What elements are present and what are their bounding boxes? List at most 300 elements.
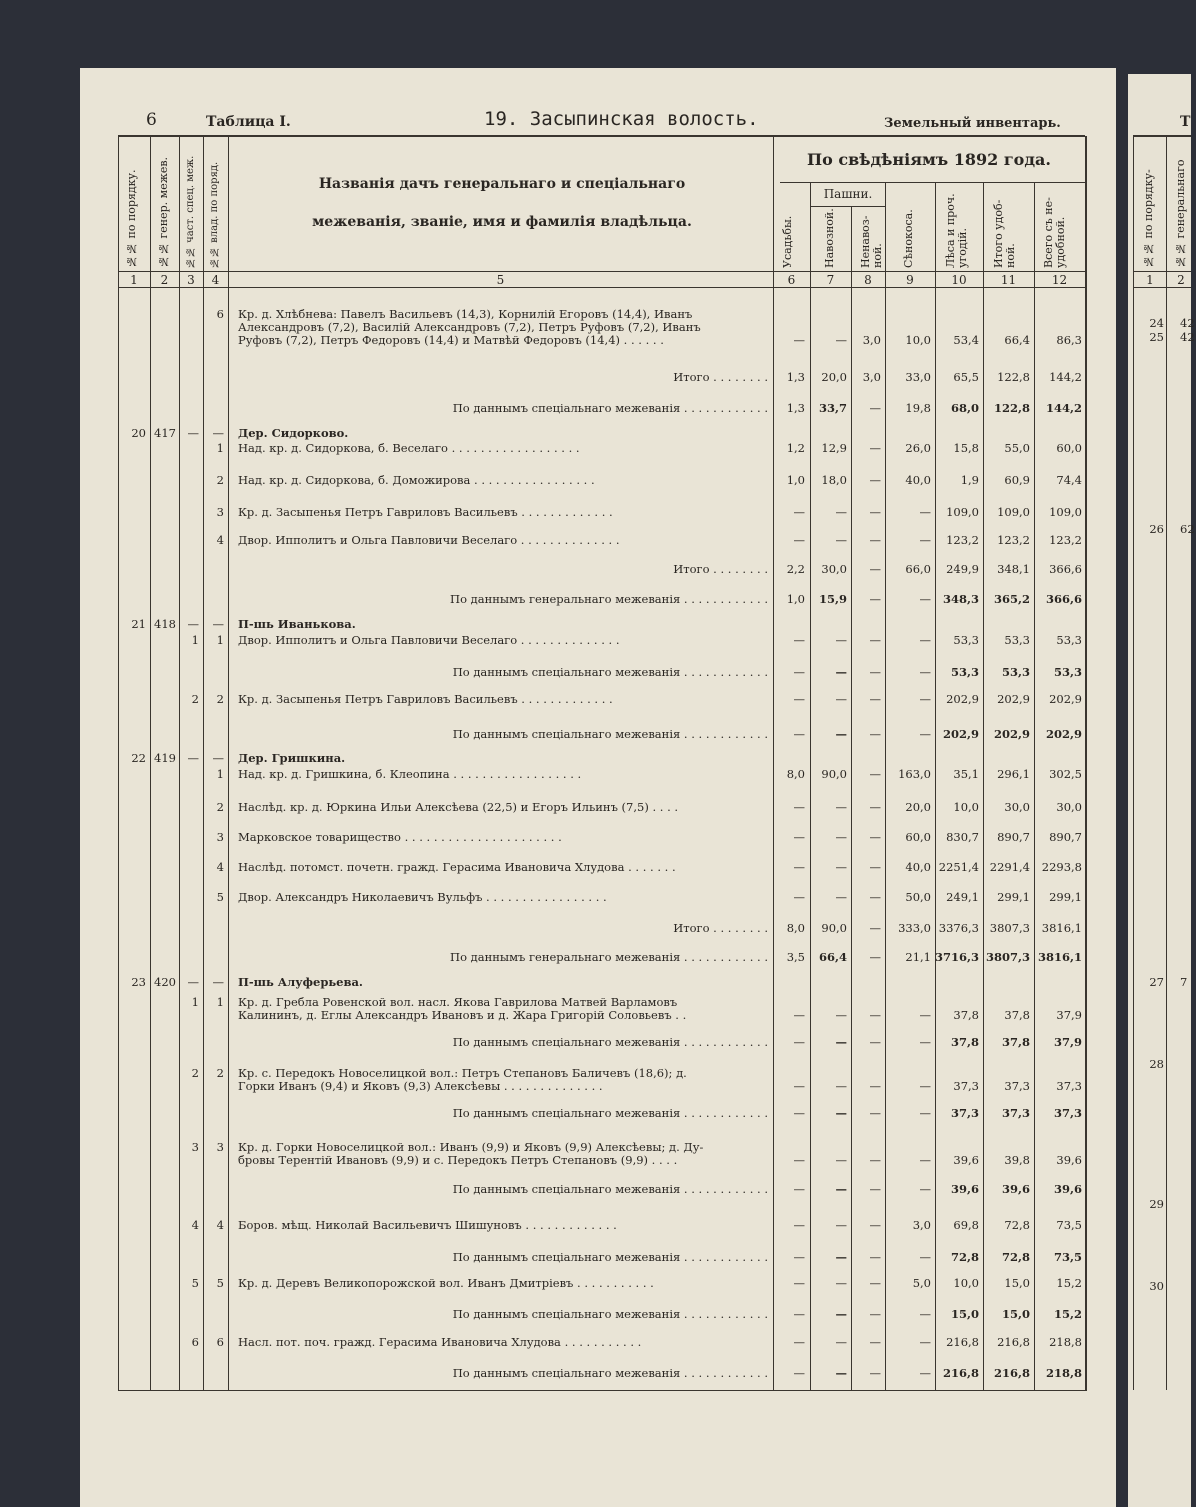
value-cell: — [869, 592, 881, 606]
special-survey-number: 6 [191, 1335, 199, 1349]
value-cell: 202,9 [993, 727, 1030, 741]
value-cell: 37,8 [1004, 1008, 1030, 1022]
owner-name: Кр. с. Передокъ Новоселицкой вол.: Петръ Степановъ Баличевъ (18,6); д. Горки Иванъ (9,4) и Яковъ (9,3) Алексѣевы . . . . . . . . . . . . . . [238, 1066, 687, 1093]
value-cell: — [793, 1182, 805, 1196]
value-cell: 39,6 [1056, 1153, 1082, 1167]
owner-name: Двор. Ипполитъ и Ольга Павловичи Веселаго . . . . . . . . . . . . . . [238, 633, 620, 647]
general-survey-number: 417 [154, 426, 176, 440]
value-cell: 15,0 [1001, 1307, 1030, 1321]
value-cell: 12,9 [821, 441, 847, 455]
owner-number: 2 [216, 692, 224, 706]
value-cell: 60,0 [1056, 441, 1082, 455]
value-cell: 37,8 [950, 1035, 979, 1049]
next-page-survey-number: 42 [1180, 316, 1195, 330]
general-survey-number: 420 [154, 975, 176, 989]
value-cell: 66,0 [905, 562, 931, 576]
value-cell: — [919, 1366, 931, 1380]
owner-number: 2 [216, 800, 224, 814]
total-label: По даннымъ спеціальнаго межеванія . . . . . . . . . . . . [452, 727, 768, 741]
value-cell: 72,8 [950, 1250, 979, 1264]
value-cell: — [793, 1276, 805, 1290]
value-cell: — [793, 1035, 805, 1049]
value-cell: 249,1 [946, 890, 979, 904]
value-cell: — [835, 1307, 847, 1321]
value-cell: — [793, 333, 805, 347]
value-cell: — [793, 1218, 805, 1232]
owner-name: Кр. д. Засыпенья Петръ Гавриловъ Васильевъ . . . . . . . . . . . . . [238, 692, 613, 706]
value-cell: 53,3 [1001, 665, 1030, 679]
value-cell: 10,0 [905, 333, 931, 347]
value-cell: 1,9 [960, 473, 979, 487]
value-cell: — [869, 890, 881, 904]
owner-number: 4 [216, 860, 224, 874]
value-cell: 15,0 [1004, 1276, 1030, 1290]
value-cell: — [869, 950, 881, 964]
value-cell: — [793, 830, 805, 844]
value-cell: 366,6 [1049, 562, 1082, 576]
value-cell: — [869, 1218, 881, 1232]
value-cell: — [835, 890, 847, 904]
owner-name: Кр. д. Гребла Ровенской вол. насл. Якова Гаврилова Матвей Варламовъ Калининъ, д. Еглы Александръ Ивановъ и д. Жара Григорій Соловьевъ . . [238, 995, 687, 1022]
value-cell: — [919, 1182, 931, 1196]
estate-title: П-шь Алуферьева. [238, 975, 363, 989]
value-cell: 37,3 [1004, 1079, 1030, 1093]
value-cell: — [869, 1182, 881, 1196]
value-cell: 218,8 [1049, 1335, 1082, 1349]
value-cell: — [793, 1366, 805, 1380]
value-cell: 39,8 [1004, 1153, 1030, 1167]
value-cell: 202,9 [997, 692, 1030, 706]
next-page-survey-number: 62 [1180, 522, 1195, 536]
value-cell: 202,9 [1045, 727, 1082, 741]
col-number: 6 [787, 273, 796, 287]
value-cell: 21,1 [905, 950, 931, 964]
value-cell: 202,9 [1049, 692, 1082, 706]
page-number: 6 [146, 110, 157, 130]
value-cell: 66,4 [1004, 333, 1030, 347]
next-page-row-number: 26 [1149, 522, 1164, 536]
owner-name: Двор. Александръ Николаевичъ Вульфъ . . . . . . . . . . . . . . . . . [238, 890, 607, 904]
owner-number: 1 [216, 995, 224, 1009]
value-cell: — [919, 1035, 931, 1049]
value-cell: — [835, 1250, 847, 1264]
value-cell: — [793, 1079, 805, 1093]
value-cell: — [919, 1153, 931, 1167]
next-page-row-number: 27 [1149, 975, 1164, 989]
value-cell: 109,0 [1049, 505, 1082, 519]
value-cell: — [869, 1366, 881, 1380]
value-cell: 5,0 [912, 1276, 931, 1290]
value-cell: 10,0 [953, 1276, 979, 1290]
total-label: По даннымъ генеральнаго межеванія . . . . . . . . . . . . [450, 950, 768, 964]
value-cell: 20,0 [905, 800, 931, 814]
owner-name: Над. кр. д. Сидоркова, б. Доможирова . . . . . . . . . . . . . . . . . [238, 473, 595, 487]
value-cell: 163,0 [898, 767, 931, 781]
total-label: По даннымъ спеціальнаго межеванія . . . . . . . . . . . . [452, 1250, 768, 1264]
col6-header: Усадьбы. [781, 215, 794, 268]
general-survey-number: 418 [154, 617, 176, 631]
value-cell: — [869, 800, 881, 814]
table-top-rule [118, 135, 1085, 137]
col-number: 8 [864, 273, 872, 287]
value-cell: — [835, 1008, 847, 1022]
value-cell: 216,8 [997, 1335, 1030, 1349]
col-number: 10 [951, 273, 967, 287]
col-number: 9 [906, 273, 914, 287]
value-cell: 37,8 [1001, 1035, 1030, 1049]
special-survey-number: 2 [191, 692, 199, 706]
table-bottom-rule [118, 1390, 1085, 1391]
col3-header: №№ част. спец. меж. [185, 155, 196, 268]
value-cell: — [793, 692, 805, 706]
owner-number: 1 [216, 633, 224, 647]
value-cell: — [835, 860, 847, 874]
value-cell: 53,3 [1056, 633, 1082, 647]
value-cell: 65,5 [953, 370, 979, 384]
next-page-rule [1133, 271, 1191, 272]
value-cell: — [869, 505, 881, 519]
value-cell: — [869, 1276, 881, 1290]
value-cell: — [919, 1079, 931, 1093]
value-cell: 37,3 [1053, 1106, 1082, 1120]
owner-number: 3 [216, 505, 224, 519]
col-number: 1 [130, 273, 138, 287]
value-cell: — [869, 533, 881, 547]
owner-number: — [212, 975, 224, 989]
special-survey-number: — [187, 426, 199, 440]
value-cell: 1,0 [786, 592, 805, 606]
value-cell: — [835, 333, 847, 347]
value-cell: — [869, 441, 881, 455]
value-cell: — [869, 727, 881, 741]
owner-name: Кр. д. Деревъ Великопорожской вол. Иванъ Дмитріевъ . . . . . . . . . . . [238, 1276, 654, 1290]
value-cell: 18,0 [821, 473, 847, 487]
col7-header: Навозной. [823, 208, 836, 268]
value-cell: 216,8 [942, 1366, 979, 1380]
value-cell: — [869, 1079, 881, 1093]
value-cell: 35,1 [953, 767, 979, 781]
value-cell: — [835, 692, 847, 706]
value-cell: 53,4 [953, 333, 979, 347]
value-cell: — [835, 1106, 847, 1120]
value-cell: 296,1 [997, 767, 1030, 781]
value-cell: — [869, 562, 881, 576]
value-cell: 40,0 [905, 473, 931, 487]
total-label: По даннымъ генеральнаго межеванія . . . . . . . . . . . . [450, 592, 768, 606]
value-cell: 8,0 [786, 767, 805, 781]
value-cell: — [869, 1335, 881, 1349]
value-cell: 218,8 [1045, 1366, 1082, 1380]
row-number: 21 [131, 617, 146, 631]
special-survey-number: 5 [191, 1276, 199, 1290]
col-line [983, 182, 984, 1391]
owner-name: Наслѣд. потомст. почетн. гражд. Герасима Ивановича Хлудова . . . . . . . [238, 860, 676, 874]
value-cell: — [793, 1335, 805, 1349]
value-cell: 37,3 [950, 1106, 979, 1120]
value-cell: — [869, 1153, 881, 1167]
value-cell: — [793, 800, 805, 814]
special-survey-number: — [187, 617, 199, 631]
owner-name: Кр. д. Горки Новоселицкой вол.: Иванъ (9,9) и Яковъ (9,9) Алексѣевы; д. Ду- бровы Терентій Ивановъ (9,9) и с. Передокъ Петръ Степановъ (9,9) . . . . [238, 1140, 704, 1167]
special-survey-number: 1 [191, 633, 199, 647]
value-cell: 50,0 [905, 890, 931, 904]
col5-header-line1: Названія дачъ генеральнаго и спеціальнаго [318, 176, 686, 192]
value-cell: 33,0 [905, 370, 931, 384]
col4-header: №№ влад. по поряд. [209, 161, 220, 268]
value-cell: 33,7 [818, 401, 847, 415]
value-cell: 68,0 [950, 401, 979, 415]
value-cell: 3376,3 [938, 921, 979, 935]
value-cell: 3,0 [862, 333, 881, 347]
value-cell: 86,3 [1056, 333, 1082, 347]
value-cell: 1,3 [786, 370, 805, 384]
value-cell: 3,0 [912, 1218, 931, 1232]
value-cell: — [919, 533, 931, 547]
next-page-row-number: 25 [1149, 330, 1164, 344]
total-label: По даннымъ спеціальнаго межеванія . . . . . . . . . . . . [452, 401, 768, 415]
value-cell: — [869, 1250, 881, 1264]
special-survey-number: — [187, 975, 199, 989]
value-cell: 3807,3 [985, 950, 1030, 964]
value-cell: — [869, 692, 881, 706]
value-cell: 216,8 [993, 1366, 1030, 1380]
header-rule [118, 271, 1085, 272]
value-cell: 299,1 [997, 890, 1030, 904]
value-cell: — [793, 860, 805, 874]
next-page-header: Т [1180, 114, 1191, 130]
value-cell: — [793, 890, 805, 904]
next-page-row-number: 29 [1149, 1197, 1164, 1211]
special-survey-number: 2 [191, 1066, 199, 1080]
value-cell: — [835, 505, 847, 519]
value-cell: 15,9 [818, 592, 847, 606]
total-label: По даннымъ спеціальнаго межеванія . . . . . . . . . . . . [452, 665, 768, 679]
value-cell: — [919, 1106, 931, 1120]
value-cell: — [835, 533, 847, 547]
value-cell: 1,2 [786, 441, 805, 455]
col-line [1085, 136, 1087, 1391]
value-cell: 3,5 [786, 950, 805, 964]
value-cell: — [835, 1276, 847, 1290]
next-page-survey-number: 7 [1180, 975, 1188, 989]
owner-name: Кр. д. Засыпенья Петръ Гавриловъ Васильевъ . . . . . . . . . . . . . [238, 505, 613, 519]
value-cell: 39,6 [953, 1153, 979, 1167]
next-page-rule [1166, 136, 1167, 1390]
value-cell: 19,8 [905, 401, 931, 415]
value-cell: 348,1 [997, 562, 1030, 576]
value-cell: 366,6 [1045, 592, 1082, 606]
value-cell: 53,3 [1053, 665, 1082, 679]
col10-header: Лѣса и проч. угодій. [944, 193, 969, 268]
owner-number: 6 [216, 1335, 224, 1349]
value-cell: 123,2 [946, 533, 979, 547]
value-cell: — [835, 800, 847, 814]
owner-name: Наслѣд. кр. д. Юркина Ильи Алексѣева (22,5) и Егоръ Ильинъ (7,5) . . . . [238, 800, 679, 814]
value-cell: 15,2 [1053, 1307, 1082, 1321]
owner-number: 2 [216, 1066, 224, 1080]
value-cell: 73,5 [1053, 1250, 1082, 1264]
owner-number: 5 [216, 1276, 224, 1290]
total-label: Итого . . . . . . . . [673, 370, 768, 384]
value-cell: 2291,4 [989, 860, 1030, 874]
col-number: 2 [160, 273, 169, 287]
value-cell: — [919, 665, 931, 679]
value-cell: — [835, 665, 847, 679]
section-label: Земельный инвентарь. [884, 116, 1061, 131]
next-page-col2: №№ генеральнаго [1174, 159, 1187, 268]
col5-header-line2: межеванія, званіе, имя и фамилія владѣльца. [312, 214, 692, 230]
value-cell: — [869, 1307, 881, 1321]
value-cell: 69,8 [953, 1218, 979, 1232]
value-cell: 53,3 [1004, 633, 1030, 647]
value-cell: 830,7 [946, 830, 979, 844]
value-cell: 37,9 [1056, 1008, 1082, 1022]
value-cell: — [869, 665, 881, 679]
value-cell: 348,3 [942, 592, 979, 606]
value-cell: 302,5 [1049, 767, 1082, 781]
total-label: Итого . . . . . . . . [673, 562, 768, 576]
value-cell: 66,4 [818, 950, 847, 964]
owner-name: Насл. пот. поч. гражд. Герасима Ивановича Хлудова . . . . . . . . . . . [238, 1335, 642, 1349]
value-cell: — [835, 1079, 847, 1093]
value-cell: 72,8 [1004, 1218, 1030, 1232]
value-cell: — [835, 1182, 847, 1196]
col-number: 12 [1051, 273, 1068, 287]
owner-name: Двор. Ипполитъ и Ольга Павловичи Веселаго . . . . . . . . . . . . . . [238, 533, 620, 547]
value-cell: 216,8 [946, 1335, 979, 1349]
value-cell: — [919, 1250, 931, 1264]
owner-name: Марковское товарищество . . . . . . . . . . . . . . . . . . . . . . [238, 830, 562, 844]
value-cell: 37,3 [1056, 1079, 1082, 1093]
value-cell: 144,2 [1045, 401, 1082, 415]
next-page-col-number: 1 [1146, 273, 1154, 287]
row-number: 23 [131, 975, 146, 989]
value-cell: 60,0 [905, 830, 931, 844]
value-cell: — [793, 505, 805, 519]
value-cell: 26,0 [905, 441, 931, 455]
next-page-row-number: 28 [1149, 1057, 1164, 1071]
value-cell: 299,1 [1049, 890, 1082, 904]
value-cell: — [869, 633, 881, 647]
col8-header: Ненавоз-ной. [859, 215, 884, 268]
pashni-header: Пашни. [823, 187, 873, 201]
col-number: 5 [496, 273, 505, 287]
value-cell: 3716,3 [934, 950, 979, 964]
pashni-rule [810, 206, 885, 207]
value-cell: 37,3 [1001, 1106, 1030, 1120]
value-cell: 55,0 [1004, 441, 1030, 455]
value-cell: 15,8 [953, 441, 979, 455]
value-cell: — [793, 1250, 805, 1264]
value-cell: — [919, 1008, 931, 1022]
value-cell: — [869, 1106, 881, 1120]
col-line [773, 136, 774, 1391]
table-label: Таблица I. [206, 114, 291, 130]
owner-number: 4 [216, 533, 224, 547]
value-cell: 15,0 [950, 1307, 979, 1321]
next-page-rule [1133, 287, 1191, 288]
value-cell: 202,9 [942, 727, 979, 741]
value-cell: — [835, 727, 847, 741]
value-cell: — [835, 1035, 847, 1049]
next-page-col1: №№ по порядку- [1142, 169, 1155, 268]
col-number: 11 [1000, 273, 1017, 287]
value-cell: — [793, 533, 805, 547]
col-line [885, 182, 886, 1391]
group-rule [780, 182, 1085, 183]
value-cell: 40,0 [905, 860, 931, 874]
value-cell: 30,0 [821, 562, 847, 576]
value-cell: — [869, 921, 881, 935]
value-cell: 1,3 [786, 401, 805, 415]
estate-title: Дер. Сидорково. [238, 426, 349, 440]
value-cell: 37,8 [953, 1008, 979, 1022]
value-cell: — [919, 592, 931, 606]
value-cell: 202,9 [946, 692, 979, 706]
total-label: По даннымъ спеціальнаго межеванія . . . . . . . . . . . . [452, 1366, 768, 1380]
value-cell: 144,2 [1049, 370, 1082, 384]
owner-name: Кр. д. Хлѣбнева: Павелъ Васильевъ (14,3), Корнилій Егоровъ (14,4), Иванъ Александровъ (7,2), Василій Александровъ (7,2), Петръ Руфовъ (7,2), Иванъ Руфовъ (7,2), Петръ Федоровъ (14,4) и Матвѣй Федоровъ (14,4) . . . . . . [238, 307, 701, 347]
value-cell: 122,8 [993, 401, 1030, 415]
value-cell: — [869, 1035, 881, 1049]
owner-number: 3 [216, 830, 224, 844]
value-cell: 72,8 [1001, 1250, 1030, 1264]
value-cell: 3807,3 [989, 921, 1030, 935]
value-cell: — [835, 1218, 847, 1232]
value-cell: 73,5 [1056, 1218, 1082, 1232]
col-line [1034, 182, 1035, 1391]
value-cell: — [835, 1153, 847, 1167]
value-cell: — [919, 633, 931, 647]
value-cell: 122,8 [997, 370, 1030, 384]
value-cell: 39,6 [950, 1182, 979, 1196]
value-cell: 2,2 [786, 562, 805, 576]
special-survey-number: 4 [191, 1218, 199, 1232]
value-cell: 109,0 [997, 505, 1030, 519]
value-cell: 1,0 [786, 473, 805, 487]
value-cell: — [869, 830, 881, 844]
value-cell: — [919, 692, 931, 706]
value-cell: 365,2 [993, 592, 1030, 606]
value-cell: 890,7 [1049, 830, 1082, 844]
col11-header: Итого удоб-ной. [992, 199, 1017, 268]
col-line [935, 182, 936, 1391]
owner-number: — [212, 751, 224, 765]
value-cell: 123,2 [997, 533, 1030, 547]
value-cell: 3816,1 [1041, 921, 1082, 935]
col-line [228, 136, 229, 1391]
value-cell: 53,3 [953, 633, 979, 647]
next-page-survey-number: 42 [1180, 330, 1195, 344]
value-cell: 15,2 [1056, 1276, 1082, 1290]
value-cell: — [869, 473, 881, 487]
owner-number: 1 [216, 767, 224, 781]
col2-header: №№ генер. межев. [157, 156, 170, 268]
row-number: 22 [131, 751, 146, 765]
owner-name: Боров. мѣщ. Николай Васильевичъ Шишуновъ . . . . . . . . . . . . . [238, 1218, 617, 1232]
owner-number: 1 [216, 441, 224, 455]
page-title: 19. Засыпинская волость. [484, 108, 759, 130]
value-cell: — [793, 1106, 805, 1120]
value-cell: 39,6 [1053, 1182, 1082, 1196]
value-cell: 20,0 [821, 370, 847, 384]
value-cell: — [869, 860, 881, 874]
next-page-row-number: 30 [1149, 1279, 1164, 1293]
value-cell: 30,0 [1056, 800, 1082, 814]
value-cell: 90,0 [821, 767, 847, 781]
owner-name: Над. кр. д. Сидоркова, б. Веселаго . . . . . . . . . . . . . . . . . . [238, 441, 580, 455]
owner-number: 4 [216, 1218, 224, 1232]
